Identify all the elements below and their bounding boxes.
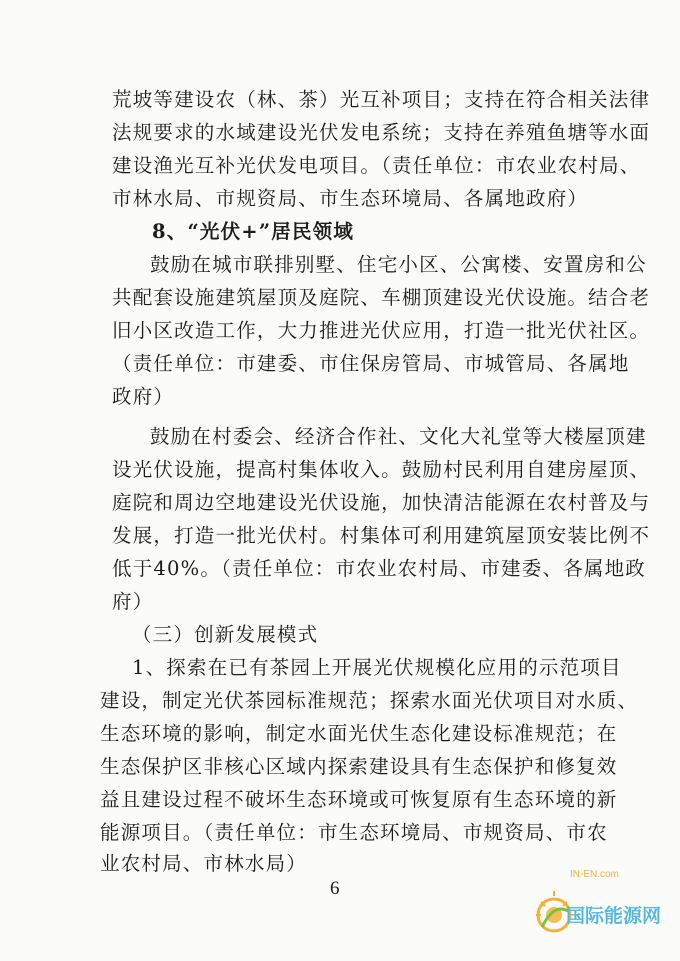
text-line: 府） xyxy=(112,590,154,613)
text-line: 发展，打造一批光伏村。村集体可利用建筑屋顶安装比例不 xyxy=(112,524,651,547)
text-line: 生态环境的影响，制定水面光伏生态化建设标准规范；在 xyxy=(100,722,618,745)
text-line: 益且建设过程不破坏生态环境或可恢复原有生态环境的新 xyxy=(100,788,618,811)
text-line: 能源项目。（责任单位：市生态环境局、市规资局、市农 xyxy=(100,821,608,844)
text-line: 鼓励在城市联排别墅、住宅小区、公寓楼、安置房和公 xyxy=(150,253,647,276)
text-line: 生态保护区非核心区域内探索建设具有生态保护和修复效 xyxy=(100,755,618,778)
watermark-en: IN-EN.com xyxy=(570,869,619,880)
text-line: 法规要求的水域建设光伏发电系统；支持在养殖鱼塘等水面 xyxy=(112,121,651,144)
text-line: 庭院和周边空地建设光伏设施，加快清洁能源在农村普及与 xyxy=(112,491,651,514)
text-line: 1、探索在已有茶园上开展光伏规模化应用的示范项目 xyxy=(132,656,622,679)
text-line: 市林水局、市规资局、市生态环境局、各属地政府） xyxy=(112,187,589,210)
text-line: 政府） xyxy=(112,385,175,408)
text-line: 鼓励在村委会、经济合作社、文化大礼堂等大楼屋顶建 xyxy=(150,425,647,448)
watermark-logo xyxy=(532,865,672,955)
text-line: 旧小区改造工作，大力推进光伏应用，打造一批光伏社区。 xyxy=(112,319,651,342)
section-heading: （三）创新发展模式 xyxy=(132,623,319,646)
text-line: （责任单位：市建委、市住保房管局、市城管局、各属地 xyxy=(112,352,630,375)
text-line: 设光伏设施，提高村集体收入。鼓励村民利用自建房屋顶、 xyxy=(112,458,651,481)
text-line: 建设，制定光伏茶园标准规范；探索水面光伏项目对水质、 xyxy=(100,689,639,712)
section-heading: 8、“光伏+”居民领域 xyxy=(152,220,355,243)
text-line: 业农村局、市林水局） xyxy=(100,852,308,875)
text-line: 低于40%。（责任单位：市农业农村局、市建委、各属地政 xyxy=(112,557,646,580)
text-line: 共配套设施建筑屋顶及庭院、车棚顶建设光伏设施。结合老 xyxy=(112,286,651,309)
watermark-cn: 国际能源网 xyxy=(566,905,662,927)
page-number: 6 xyxy=(330,878,340,899)
text-line: 建设渔光互补光伏发电项目。（责任单位：市农业农村局、 xyxy=(112,154,641,177)
text-line: 荒坡等建设农（林、茶）光互补项目；支持在符合相关法律 xyxy=(112,88,651,111)
